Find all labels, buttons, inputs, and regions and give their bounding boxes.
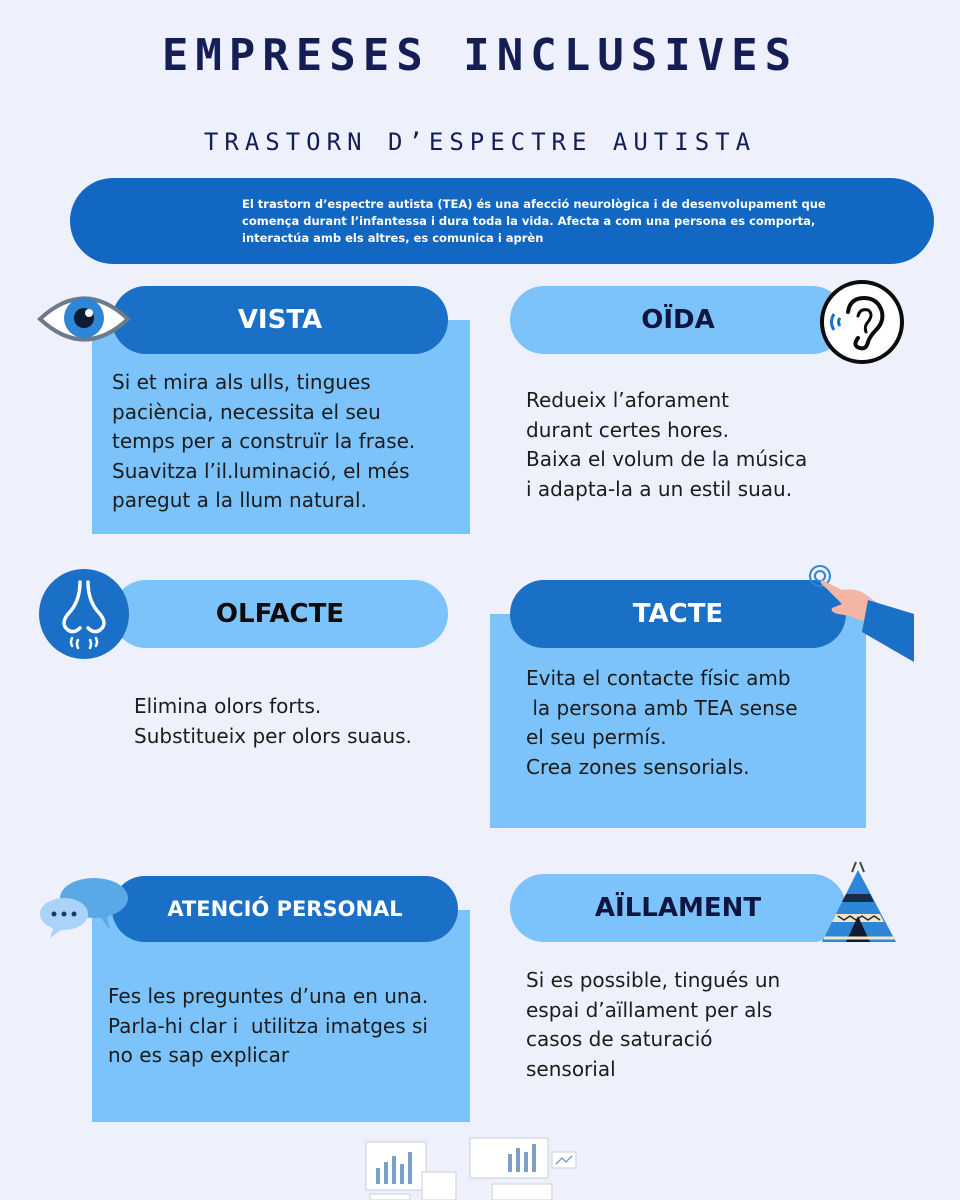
nose-icon xyxy=(38,568,130,660)
atencio-line: Fes les preguntes d’una en una. xyxy=(108,984,429,1008)
oida-line: i adapta-la a un estil suau. xyxy=(526,476,793,501)
oida-card xyxy=(490,356,868,546)
oida-line: Baixa el volum de la música xyxy=(526,447,808,471)
tacte-line: Crea zones sensorials. xyxy=(526,754,750,779)
olfacte-line: Elimina olors forts. xyxy=(134,694,322,718)
olfacte-line: Substitueix per olors suaus. xyxy=(134,723,412,748)
tacte-line: el seu permís. xyxy=(526,725,667,749)
oida-header xyxy=(510,286,846,354)
aillament-line: casos de saturació xyxy=(526,1027,713,1051)
dashboard-illustration-icon xyxy=(360,1134,580,1200)
tacte-header xyxy=(510,580,846,648)
atencio-line: no es sap explicar xyxy=(108,1043,290,1067)
aillament-line: Si es possible, tingués un xyxy=(526,968,781,992)
aillament-card xyxy=(490,944,868,1122)
teepee-icon xyxy=(816,858,904,948)
page-subtitle: TRASTORN D’ESPECTRE AUTISTA xyxy=(203,128,757,156)
vista-line: paciència, necessita el seu xyxy=(112,399,381,424)
page-title: EMPRESES INCLUSIVES xyxy=(161,30,799,81)
oida-title: OÏDA xyxy=(641,305,715,335)
pointing-hand-icon xyxy=(802,562,916,666)
olfacte-title: OLFACTE xyxy=(215,599,345,629)
vista-line: Suavitza l’il.luminació, el més xyxy=(112,458,410,483)
vista-line: Si et mira als ulls, tingues xyxy=(112,370,371,394)
atencio-title: ATENCIÓ PERSONAL xyxy=(167,897,403,921)
speech-bubbles-icon xyxy=(36,874,132,940)
aillament-title: AÏLLAMENT xyxy=(594,893,762,923)
atencio-line: Parla-hi clar i utilitza imatges si xyxy=(108,1013,428,1038)
olfacte-card xyxy=(92,646,470,816)
intro-banner xyxy=(70,178,934,264)
olfacte-header xyxy=(112,580,448,648)
tacte-line: Evita el contacte físic amb xyxy=(526,666,791,690)
vista-line: temps per a construïr la frase. xyxy=(112,429,416,453)
eye-icon xyxy=(36,286,132,352)
oida-line: Redueix l’aforament xyxy=(526,388,729,412)
ear-icon xyxy=(818,278,906,366)
aillament-line: espai d’aïllament per als xyxy=(526,997,773,1022)
aillament-header xyxy=(510,874,846,942)
vista-line: paregut a la llum natural. xyxy=(112,488,367,512)
oida-line: durant certes hores. xyxy=(526,417,729,442)
tacte-title: TACTE xyxy=(632,599,724,629)
intro-text: El trastorn d’espectre autista (TEA) és una afecció neurològica i de desenvolupament que comença durant l’infantessa i dura toda la vida. Afecta a com una persona es comporta, interactúa amb els altres, es comunica i aprèn xyxy=(242,197,826,245)
aillament-line: sensorial xyxy=(526,1056,616,1081)
tacte-line: la persona amb TEA sense xyxy=(526,695,798,720)
vista-header xyxy=(112,286,448,354)
atencio-header xyxy=(112,876,458,942)
vista-title: VISTA xyxy=(237,305,323,335)
